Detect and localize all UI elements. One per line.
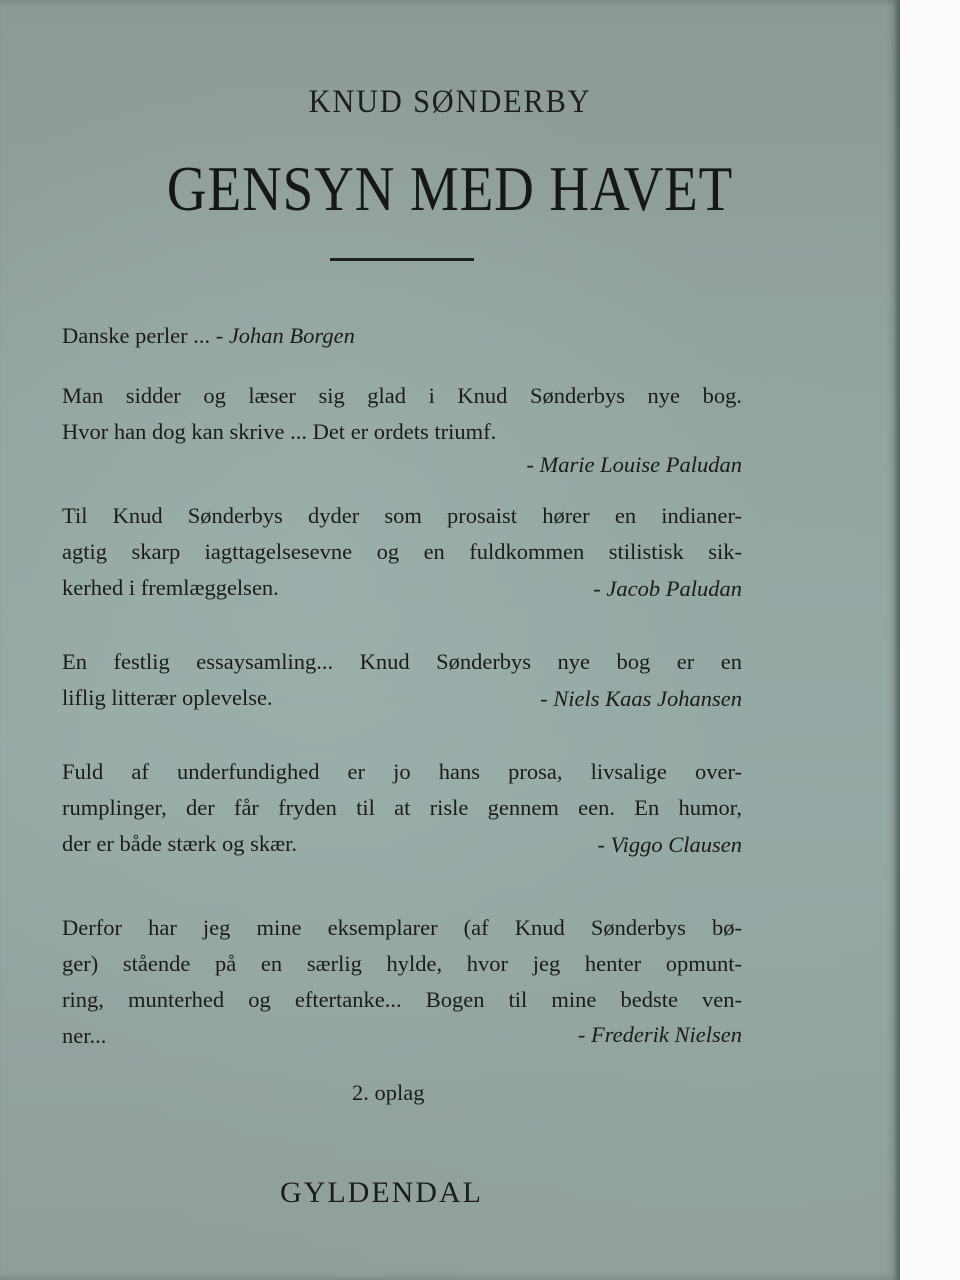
quote-line: En festlig essaysamling... Knud Sønderbys nye bog er en <box>62 649 742 674</box>
quote-line: Man sidder og læser sig glad i Knud Sønderbys nye bog. <box>62 383 742 408</box>
quote-line: liflig litterær oplevelse. <box>62 685 273 710</box>
quote-text: Danske perler ... <box>62 323 216 348</box>
quote-attribution-viggo-clausen: - Viggo Clausen <box>597 832 742 857</box>
quote-line: ger) stående på en særlig hylde, hvor jeg henter opmunt- <box>62 951 742 976</box>
quote-attribution-niels-kaas-johansen: - Niels Kaas Johansen <box>540 686 742 711</box>
book-title: GENSYN MED HAVET <box>166 153 734 224</box>
quote-line: kerhed i fremlæggelsen. <box>62 575 279 600</box>
quote-line: agtig skarp iagttagelsesevne og en fuldkommen stilistisk sik- <box>62 539 742 564</box>
quote-line: Fuld af underfundighed er jo hans prosa, livsalige over- <box>62 759 742 784</box>
publisher-name: GYLDENDAL <box>280 1176 483 1209</box>
quote-line: Hvor han dog kan skrive ... Det er ordets triumf. <box>62 419 497 444</box>
edition-label: 2. oplag <box>352 1080 425 1105</box>
quote-attribution-jacob-paludan: - Jacob Paludan <box>593 576 742 601</box>
quote-line: rumplinger, der får fryden til at risle gennem een. En humor, <box>62 795 742 820</box>
quote-line: Til Knud Sønderbys dyder som prosaist hører en indianer- <box>62 503 742 528</box>
quote-attribution-marie-louise-paludan: - Marie Louise Paludan <box>526 452 742 477</box>
quote-attribution: - Johan Borgen <box>215 323 355 348</box>
quote-line: ring, munterhed og eftertanke... Bogen til mine bedste ven- <box>62 987 742 1012</box>
quote-attribution-frederik-nielsen: - Frederik Nielsen <box>577 1022 742 1047</box>
quote-line: ner... <box>62 1023 107 1048</box>
quote-line: der er både stærk og skær. <box>62 831 297 856</box>
author-name: KNUD SØNDERBY <box>308 84 592 120</box>
quote-marie-louise-paludan <box>62 378 742 450</box>
title-divider <box>330 258 474 261</box>
quote-line: Derfor har jeg mine eksemplarer (af Knud Sønderbys bø- <box>62 915 742 940</box>
quote-johan-borgen <box>62 318 742 354</box>
